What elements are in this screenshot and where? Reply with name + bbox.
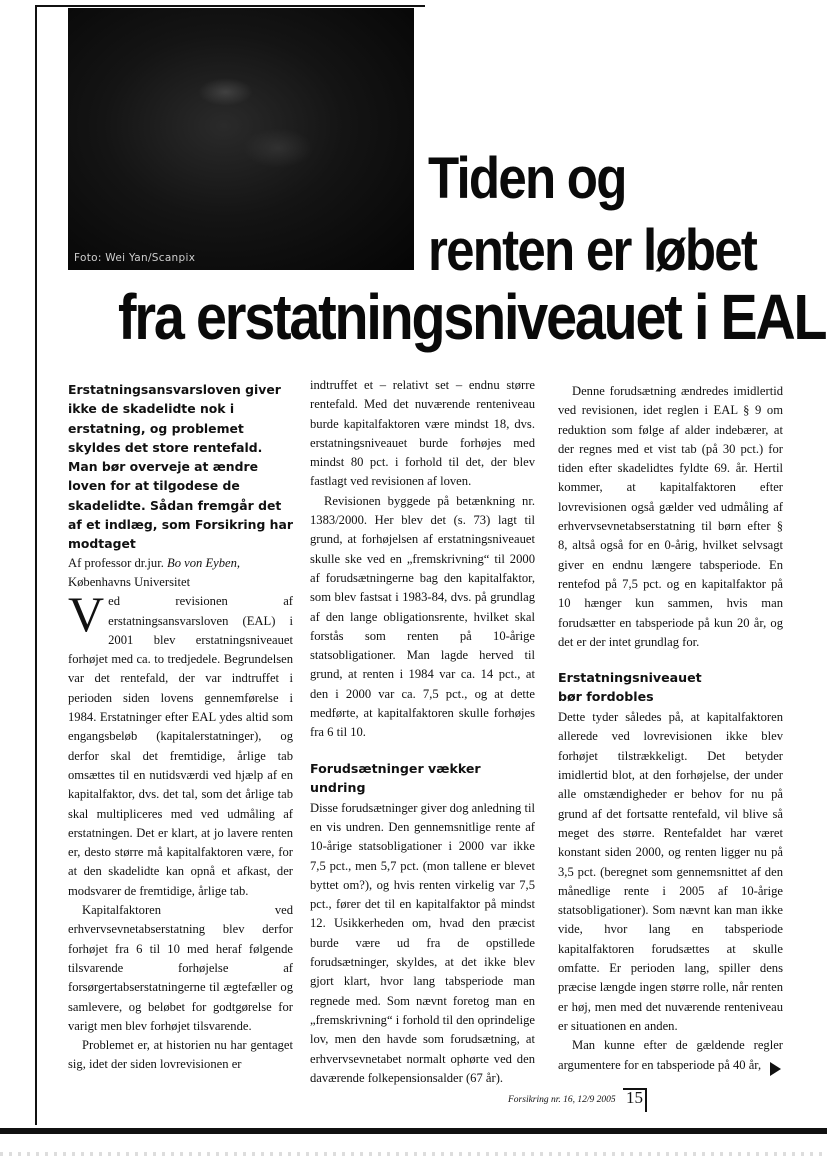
author-affiliation: Københavns Universitet [68, 574, 191, 589]
body-paragraph: Man kunne efter de gældende regler argumentere for en tabsperiode på 40 år, [558, 1038, 783, 1072]
subheading-line-1: Erstatningsniveauet [558, 670, 702, 686]
footer-publication: Forsikring nr. 16, 12/9 2005 [508, 1095, 616, 1105]
subheading: Forudsætninger vækker undring [310, 760, 481, 795]
column-1 [68, 380, 293, 1075]
body-paragraph: Problemet er, at historien nu har gentaget sig, idet der siden lovrevisionen er [68, 1038, 293, 1072]
drop-cap: V [68, 586, 105, 643]
byline [68, 554, 293, 593]
headline-line-3: fra erstatningsniveauet i EAL [118, 281, 826, 353]
frame-left-rule [35, 5, 37, 1125]
body-paragraph: Revisionen byggede på betænkning nr. 1383/2000. Her blev det (s. 73) lagt til grund, at forhøjelsen af erstatningsniveauet skulle ske ved en „fremskrivning“ til 2000 af forudsætningerne bag den kapitalfaktor, som blev fastsat i 1983-84, dvs. på grundlag af den lange obligationsrente, hvilket skal forstås som renten på 10-årige statsobligationer. Man lagde herved til grund, at renten i 1984 var ca. 14 pct., at den i 2000 var ca. 7,5 pct., og at dette medførte, at kapitalfaktoren skulle forhøjes fra 6 til 10. [310, 493, 535, 740]
body-paragraph: Disse forudsætninger giver dog anledning til en vis undren. Den gennemsnitlige rente af 10-årige statsobligationer i 2000 var ikke 7,5 pct., men 5,7 pct. (mon tallene er blevet byttet om?), og hvis renten virkelig var 7,5 pct., fører det til en kapitalfaktor på mindst 12. Usikkerheden om, hvad den præcist burde være ud fra de opstillede forudsætninger, skyldes, at det ikke blev gjort klart, hvor lang tabsperiode man regnede med. Som nævnt foretog man en „fremskrivning“ i forhold til den oprindelige lov, men den havde som forudsætning, at erhvervsevnetabet normalt ophørte ved den daværende folkepensionsalder (67 år). [310, 800, 535, 1085]
page-number: 15 [626, 1088, 643, 1107]
frame-top-rule [35, 5, 425, 7]
body-paragraph: Dette tyder således på, at kapitalfaktoren allerede ved lovrevisionen ikke blev forhøjet tilstrækkeligt. Det betyder imidlertid blot, at den forhøjelse, der under alle omstændigheder er behov for nu på grund af det fortsatte rentefald, vil blive så meget des større. Rentefaldet har været konstant siden 2000, og renten ligger nu på 3,5 pct. (beregnet som gennemsnittet af den månedlige rente i 2005 af 10-årige statsobligationer). Som nævnt kan man ikke vide, hvor lang en tabsperiode kapitalfaktoren forudsættes at skulle omfatte. Er perioden lang, spiller dens præcise længde ingen større rolle, når renten er høj, men med det nuværende renteniveau er situationen en anden. [558, 710, 783, 1033]
photo-credit: Foto: Wei Yan/Scanpix [74, 252, 196, 264]
headline-line-2: renten er løbet [428, 218, 757, 283]
article-photo [68, 8, 414, 270]
body-paragraph-text: ed revisionen af erstatningsansvarsloven (EAL) i 2001 blev erstatningsniveauet forhøjet med ca. to tredjedele. Begrundelsen var det rentefald, der var indtruffet i perioden siden lovens gennemførelse i 1984. Erstatninger efter EAL ydes altid som engangsbeløb (kapitalerstatninger), og derfor skal det fremtidige, årlige tab omsættes til en nutidsværdi ved hjælp af en kapitalfaktor, dvs. det tal, som det årlige tab skal multipliceres med ved udmåling af erstatningen. Det er klart, at jo lavere renten er, desto større må kapitalfaktoren være, for at den skadelidte kan opnå et afkast, der modsvarer de fremtidige, årlige tab. [68, 594, 293, 898]
body-paragraph: Kapitalfaktoren ved erhvervsevnetabserstatning blev derfor forhøjet fra 6 til 10 med heraf følgende tilsvarende forhøjelse af forsørgertabserstatningerne til ægtefæller og samlevere, og beløbet for godtgørelse for varigt men blev forhøjet tilsvarende. [68, 903, 293, 1033]
subheading [558, 668, 783, 706]
subheading-line-2: bør fordobles [558, 689, 654, 705]
body-paragraph: indtruffet et – relativt set – endnu større rentefald. Med det nuværende renteniveau burde kapitalfaktoren være mindst 18, dvs. erstatningsniveauet burde forhøjes med mindst 80 pct. i forhold til det, der blev fastlagt ved revisionen af loven. [310, 378, 535, 489]
continue-arrow-icon [770, 1062, 781, 1076]
column-2 [310, 376, 535, 1088]
column-3 [558, 382, 783, 1075]
scan-artifact-dots [0, 1152, 827, 1156]
byline-prefix: Af professor dr.jur. [68, 555, 164, 570]
body-paragraph: Denne forudsætning ændredes imidlertid ved revisionen, idet reglen i EAL § 9 om reduktion som følge af alder indebærer, at der regnes med et vist tab (på 30 pct.) for tiden efter skadelidtes fyldte 69. år. Hertil kommer, at kapitalfaktoren efter lovrevisionen også gælder ved udmåling af erhvervsevnetabserstatning til børn efter § 8, altså også for en 0-årig, hvilket selvsagt giver en endnu længere tabsperiode. En rentefod på 7,5 pct. og en kapitalfaktor på 10 hænger kun sammen, hvis man forudsætter en tabsperiode på kun 20 år, og det er der intet grundlag for. [558, 384, 783, 649]
lead-paragraph: Erstatningsansvarsloven giver ikke de skadelidte nok i erstatning, og problemet skyldes det store rentefald. Man bør overveje at ændre loven for at tilgodese de skadelidte. Sådan fremgår det af et indlæg, som Forsikring har modtaget [68, 382, 293, 552]
frame-bottom-rule [0, 1128, 827, 1134]
headline-line-1: Tiden og [428, 146, 626, 211]
body-paragraph [68, 586, 293, 901]
page-number-rule [645, 1088, 647, 1112]
author-name: Bo von Eyben, [167, 555, 241, 570]
